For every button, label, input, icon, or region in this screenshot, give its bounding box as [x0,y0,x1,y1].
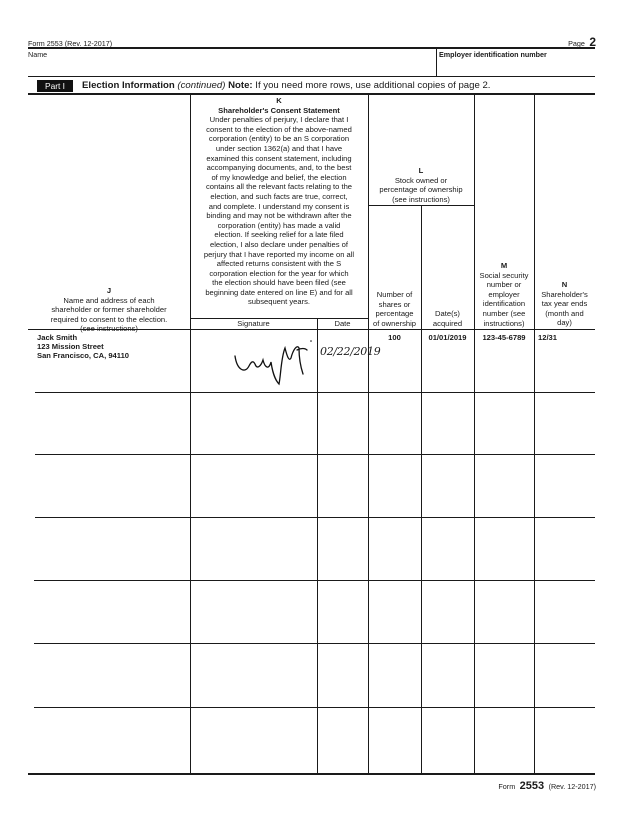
row-divider [34,643,595,644]
part-title: Election Information [82,80,175,91]
date-acquired-field[interactable] [423,394,472,452]
col-l-shares-header [368,290,421,328]
grid-col-divider [368,94,369,773]
row-divider [35,517,595,518]
col-l-line: Stock owned or [394,175,448,185]
ssn-ein-field[interactable] [476,456,532,515]
col-j-header [28,286,190,334]
shares-line: percentage [375,309,414,319]
consent-statement-line: affected returns consistent with the S [216,259,342,269]
date-acquired-field[interactable] [423,582,472,641]
tax-year-end-field[interactable] [536,456,593,515]
page-number: 2 [589,35,596,49]
shares-owned-field[interactable] [370,709,419,771]
consent-statement-line: corporation (entity) has made a valid [217,220,341,230]
col-m-line: number (see [482,308,526,318]
consent-statement-line: and complete. I understand my consent is [208,201,350,211]
col-j-line: shareholder or former shareholder [51,305,167,315]
signature-date-field[interactable] [319,582,366,641]
consent-statement-line: Under penalties of perjury, I declare that I [209,115,349,125]
shareholder-address-field[interactable] [37,645,188,705]
footer-form-label [498,776,596,794]
ssn-ein-field[interactable] [476,394,532,452]
consent-statement-line: under section 1362(a) and that I have [215,143,343,153]
col-n-line: tax year ends [541,299,588,309]
consent-statement-line: subsequent years. [247,297,311,307]
consent-statement-line: election. If seeking relief for a late filed [214,230,344,240]
shares-owned-field[interactable] [370,645,419,705]
date-acquired-field[interactable] [423,456,472,515]
col-n-line: Shareholder's [541,289,588,299]
tax-year-end-field[interactable] [536,582,593,641]
shares-owned[interactable]: 100 [388,333,401,342]
col-l-line: (see instructions) [392,194,450,204]
date-acquired-line: acquired [432,318,463,328]
col-m-line: number or [486,280,522,290]
ein-divider [436,48,437,76]
row-divider [35,392,595,393]
shares-owned-field[interactable] [370,456,419,515]
consent-statement-line: perjury that I have reported my income on all [203,249,355,259]
col-l-line: percentage of ownership [379,185,463,195]
table-bottom-rule [28,773,595,775]
part-badge: Part I [37,80,73,92]
name-field[interactable] [28,58,433,72]
col-n-letter: N [561,280,568,289]
name-rule [28,76,595,77]
footer-form-word: Form [498,782,516,791]
handwritten-signature-icon [225,336,325,388]
shares-owned-field[interactable] [370,582,419,641]
col-j-letter: J [106,286,112,295]
shareholder-address[interactable] [37,333,129,360]
shares-owned-field[interactable] [370,394,419,452]
col-n-header [534,280,595,328]
ssn-ein-field[interactable] [476,519,532,578]
shares-line: Number of [376,290,413,299]
date-acquired-field[interactable] [423,519,472,578]
row-divider [34,707,595,708]
page-label: Page [568,39,585,48]
shares-line: of ownership [372,318,417,328]
row-divider [35,454,595,455]
date-header: Date [334,319,351,328]
footer-form-number: 2553 [519,780,545,792]
col-l-letter: L [418,166,424,175]
date-acquired-line: Date(s) [435,309,460,318]
tax-year-end[interactable]: 12/31 [538,333,558,342]
signature-field[interactable] [192,645,315,705]
consent-statement-line: consent to the election of the above-named [206,124,352,134]
consent-statement-line: contains all the relevant facts relating to the [205,182,353,192]
consent-statement-line: corporation (entity) to be an S corporation [208,134,350,144]
signature-date-field[interactable] [319,456,366,515]
signature-field[interactable] [192,519,315,578]
col-m-line: Social security [479,270,529,280]
col-j-line: required to consent to the election. [50,314,168,324]
part-rule [28,93,595,95]
signature-date-field[interactable] [319,519,366,578]
col-m-line: employer [488,289,520,299]
col-m-letter: M [500,261,508,270]
consent-statement-line: election, I also declare under penalties of [209,239,349,249]
row-divider [34,580,595,581]
grid-col-divider [190,94,191,773]
signature-date-field[interactable] [319,709,366,771]
shareholder-street: 123 Mission Street [37,342,104,351]
col-j-line: Name and address of each [63,295,155,305]
consent-statement-line: election, and such facts are true, correct, [210,191,348,201]
ein-field[interactable] [439,58,594,72]
date-acquired-field[interactable] [423,645,472,705]
shareholder-city: San Francisco, CA, 94110 [37,351,130,360]
shareholder-address-field[interactable] [37,456,188,515]
col-k-letter: K [276,96,282,105]
consent-statement-line: binding and may not be withdrawn after the [206,211,352,221]
part-heading [82,79,490,93]
signature-date-field[interactable] [319,645,366,705]
shareholder-name: Jack Smith [37,333,78,342]
consent-statement-line: beginning date entered on line E) and for all [205,287,353,297]
signature-field[interactable] [192,394,315,452]
shares-line: shares or [378,299,411,309]
signature-field[interactable] [192,456,315,515]
consent-statement-line: examined this consent statement, including [206,153,352,163]
consent-statement-line: the election should have been filed (see [212,278,346,288]
grid-col-divider [421,205,422,773]
tax-year-end-field[interactable] [536,519,593,578]
col-m-header [474,261,534,328]
col-m-line: identification [482,299,526,309]
signature-header: Signature [237,319,270,328]
col-l-header [368,166,474,204]
consent-statement [190,115,368,307]
consent-statement-line: of my knowledge and belief, the election [211,172,347,182]
grid-col-divider [534,94,535,773]
date-acquired[interactable]: 01/01/2019 [428,333,467,342]
ein-label: Employer identification number [439,50,547,59]
ssn-ein-field[interactable] [476,709,532,771]
tax-year-end-field[interactable] [536,645,593,705]
form-label: Form 2553 (Rev. 12-2017) [28,39,113,48]
part-continued: (continued) [177,80,226,91]
note-label: Note: [228,80,253,91]
col-m-line: instructions) [483,318,525,328]
note-text: If you need more rows, use additional copies of page 2. [255,80,491,91]
consent-statement-line: corporation election for the year for which [209,268,349,278]
shares-owned-field[interactable] [370,519,419,578]
col-n-line: (month and [545,308,584,318]
ssn-ein[interactable]: 123-45-6789 [482,333,526,342]
ssn-ein-field[interactable] [476,645,532,705]
signature-field[interactable] [192,709,315,771]
shareholder-address-field[interactable] [37,709,188,771]
header-bottom-rule [28,329,595,330]
col-l-date-header [421,309,474,328]
shareholder-address-field[interactable] [37,394,188,452]
date-acquired-field[interactable] [423,709,472,771]
col-k-title: Shareholder's Consent Statement [218,105,340,115]
signature-field[interactable] [192,582,315,641]
tax-year-end-field[interactable] [536,709,593,771]
tax-year-end-field[interactable] [536,394,593,452]
signature-date[interactable]: 02/22/2019 [320,345,381,358]
footer-revision: (Rev. 12-2017) [548,782,596,791]
col-n-line: day) [557,318,572,328]
col-k-header [190,96,368,307]
consent-statement-line: accompanying documents, and, to the best [206,163,352,173]
name-label: Name [28,50,48,59]
col-j-line: (see instructions) [80,324,138,334]
header-rule [28,47,595,49]
signature-date-field[interactable] [319,394,366,452]
grid-col-divider [474,94,475,773]
shareholder-address-field[interactable] [37,519,188,578]
shareholder-address-field[interactable] [37,582,188,641]
ssn-ein-field[interactable] [476,582,532,641]
signature-field[interactable] [225,336,325,388]
